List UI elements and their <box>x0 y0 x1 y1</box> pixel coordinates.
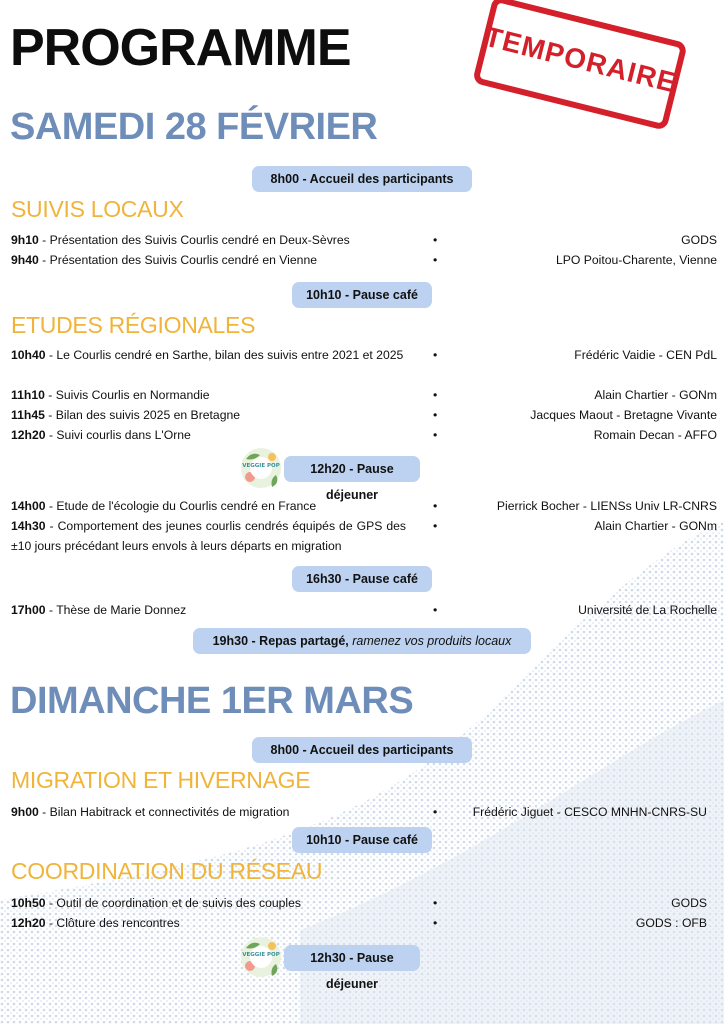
item-org: Pierrick Bocher - LIENSs Univ LR-CNRS <box>496 499 717 513</box>
dinner-bold: 19h30 - Repas partagé, <box>212 634 349 648</box>
logo-text: VEGGIE POP <box>242 952 280 958</box>
day1-title: SAMEDI 28 FÉVRIER <box>10 106 378 148</box>
item-time: 14h30 <box>11 519 46 533</box>
item-desc: Bilan Habitrack et connectivités de migration <box>49 805 290 819</box>
item-desc: Thèse de Marie Donnez <box>56 603 187 617</box>
item-org: Alain Chartier - GONm <box>594 519 717 533</box>
bullet-icon: • <box>433 408 438 422</box>
item-time: 11h45 <box>11 408 45 422</box>
stamp-text: TEMPORAIRE <box>481 20 680 99</box>
item-time: 9h40 <box>11 253 39 267</box>
item-desc: Présentation des Suivis Courlis cendré en Deux-Sèvres <box>49 233 350 247</box>
item-desc: Outil de coordination et de suivis des couples <box>56 896 301 910</box>
bullet-icon: • <box>433 519 438 533</box>
item-desc: Comportement des jeunes courlis cendrés équipés de GPS des ±10 jours précédant leurs envols à leurs départs en migration <box>11 519 406 553</box>
item-desc: Etude de l'écologie du Courlis cendré en France <box>56 499 317 513</box>
bullet-icon: • <box>433 805 438 819</box>
bullet-icon: • <box>433 233 438 247</box>
day2-title: DIMANCHE 1ER MARS <box>10 680 414 722</box>
item-org: GODS <box>681 233 717 247</box>
day2-cafe-pill: 10h10 - Pause café <box>292 827 432 853</box>
day1-cafe-pill-1: 10h10 - Pause café <box>292 282 432 308</box>
item-org: GODS <box>671 896 707 910</box>
item-desc: Bilan des suivis 2025 en Bretagne <box>55 408 241 422</box>
item-desc: Le Courlis cendré en Sarthe, bilan des suivis entre 2021 et 2025 <box>56 348 404 362</box>
day1-section-etudes-regionales: ETUDES RÉGIONALES <box>11 312 256 338</box>
bullet-icon: • <box>433 348 438 362</box>
item-org: GODS : OFB <box>635 916 707 930</box>
day1-cafe-pill-2: 16h30 - Pause café <box>292 566 432 592</box>
item-time: 11h10 <box>11 388 45 402</box>
bullet-icon: • <box>433 388 438 402</box>
item-org: Frédéric Jiguet - CESCO MNHN-CNRS-SU <box>472 805 707 819</box>
item-time: 10h40 <box>11 348 46 362</box>
item-time: 14h00 <box>11 499 46 513</box>
bullet-icon: • <box>433 603 438 617</box>
item-org: LPO Poitou-Charente, Vienne <box>555 253 717 267</box>
item-time: 9h10 <box>11 233 39 247</box>
veggie-pop-logo <box>238 445 284 491</box>
day1-dinner-pill <box>193 628 531 654</box>
day1-section-suivis-locaux: SUIVIS LOCAUX <box>11 196 184 222</box>
bullet-icon: • <box>433 253 438 267</box>
item-org: Jacques Maout - Bretagne Vivante <box>530 408 717 422</box>
day1-welcome-pill: 8h00 - Accueil des participants <box>252 166 472 192</box>
item-time: 12h20 <box>11 428 46 442</box>
page-title: PROGRAMME <box>10 19 351 77</box>
veggie-pop-logo <box>238 934 284 980</box>
item-org: Université de La Rochelle <box>578 603 717 617</box>
day2-section-migration: MIGRATION ET HIVERNAGE <box>11 767 311 793</box>
bullet-icon: • <box>433 896 438 910</box>
item-desc: Suivis Courlis en Normandie <box>55 388 210 402</box>
item-org: Romain Decan - AFFO <box>593 428 717 442</box>
item-desc: Présentation des Suivis Courlis cendré en Vienne <box>49 253 318 267</box>
item-desc: Suivi courlis dans L'Orne <box>56 428 191 442</box>
item-desc: Clôture des rencontres <box>56 916 180 930</box>
bullet-icon: • <box>433 916 438 930</box>
item-org: Frédéric Vaidie - CEN PdL <box>574 348 717 362</box>
item-org: Alain Chartier - GONm <box>594 388 717 402</box>
day1-lunch-pill: 12h20 - Pause déjeuner <box>284 456 420 482</box>
bullet-icon: • <box>433 428 438 442</box>
day2-section-coordination: COORDINATION DU RÉSEAU <box>11 858 323 884</box>
dinner-italic: ramenez vos produits locaux <box>352 634 512 648</box>
item-time: 9h00 <box>11 805 39 819</box>
item-time: 10h50 <box>11 896 46 910</box>
item-time: 17h00 <box>11 603 46 617</box>
day2-lunch-pill: 12h30 - Pause déjeuner <box>284 945 420 971</box>
day2-welcome-pill: 8h00 - Accueil des participants <box>252 737 472 763</box>
item-time: 12h20 <box>11 916 46 930</box>
bullet-icon: • <box>433 499 438 513</box>
logo-text: VEGGIE POP <box>242 463 280 469</box>
